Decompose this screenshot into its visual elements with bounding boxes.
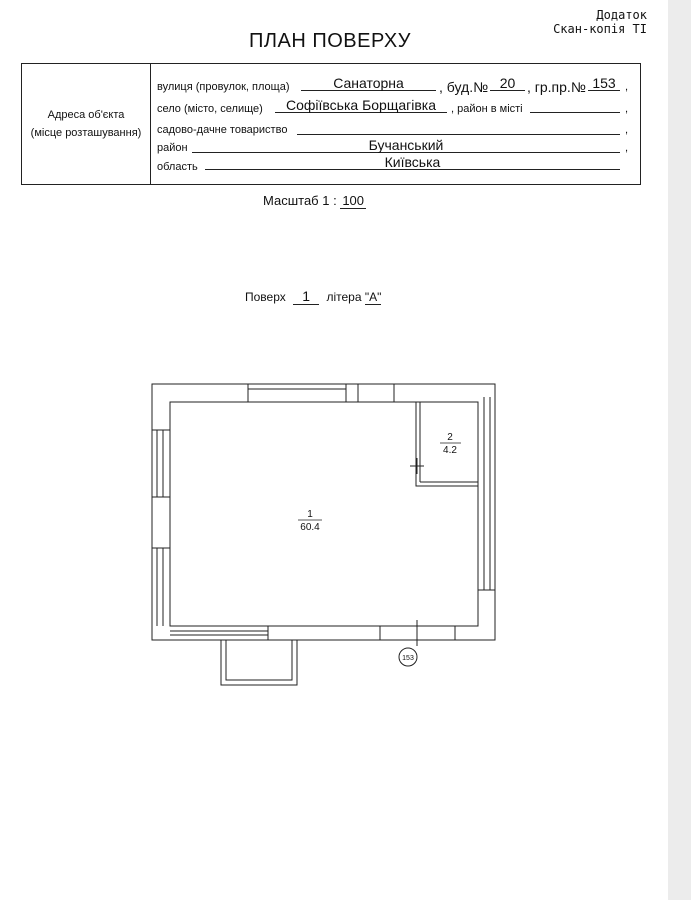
address-label-line2: (місце розташування) xyxy=(30,127,142,139)
garden-label: садово-дачне товариство xyxy=(157,124,288,136)
plot-marker-text: 153 xyxy=(402,655,414,662)
district-city-label: , район в місті xyxy=(451,103,523,115)
room-1-number: 1 xyxy=(307,509,313,520)
outer-wall xyxy=(152,384,495,640)
region-value: Київська xyxy=(205,155,620,170)
floor-value: 1 xyxy=(293,288,319,305)
room-1-area: 60.4 xyxy=(300,522,320,533)
porch-inner xyxy=(226,640,292,680)
scale-value: 100 xyxy=(342,193,365,208)
comma-4: , xyxy=(625,142,629,154)
inner-wall xyxy=(170,402,478,626)
comma-1: , xyxy=(625,81,629,93)
room-2-wall xyxy=(416,402,478,486)
room-2-number: 2 xyxy=(447,432,453,443)
district-label: район xyxy=(157,142,188,154)
address-label-line1: Адреса об'єкта xyxy=(47,109,125,121)
scale-label: Масштаб 1 : xyxy=(263,193,337,208)
village-label: село (місто, селище) xyxy=(157,103,263,115)
district-value: Бучанський xyxy=(192,138,620,153)
appendix-line2: Скан-копія ТІ xyxy=(553,22,647,36)
street-label: вулиця (провулок, площа) xyxy=(157,81,290,93)
letter-value: "А" xyxy=(364,290,382,304)
column xyxy=(346,384,358,402)
village-value: Софіївська Борщагівка xyxy=(275,98,447,113)
group-value: 153 xyxy=(588,76,620,91)
street-value: Санаторна xyxy=(301,76,436,91)
region-label: область xyxy=(157,161,198,173)
room-2-area: 4.2 xyxy=(443,445,457,456)
group-label: , гр.пр.№ xyxy=(527,79,586,95)
comma-3: , xyxy=(625,124,629,136)
comma-2: , xyxy=(625,103,629,115)
building-value: 20 xyxy=(490,76,525,91)
porch xyxy=(221,640,297,685)
page-title: ПЛАН ПОВЕРХУ xyxy=(249,30,411,52)
letter-label: літера xyxy=(326,290,362,304)
appendix-line1: Додаток xyxy=(596,8,647,22)
floor-label: Поверх xyxy=(245,290,286,304)
building-label: , буд.№ xyxy=(439,79,489,95)
